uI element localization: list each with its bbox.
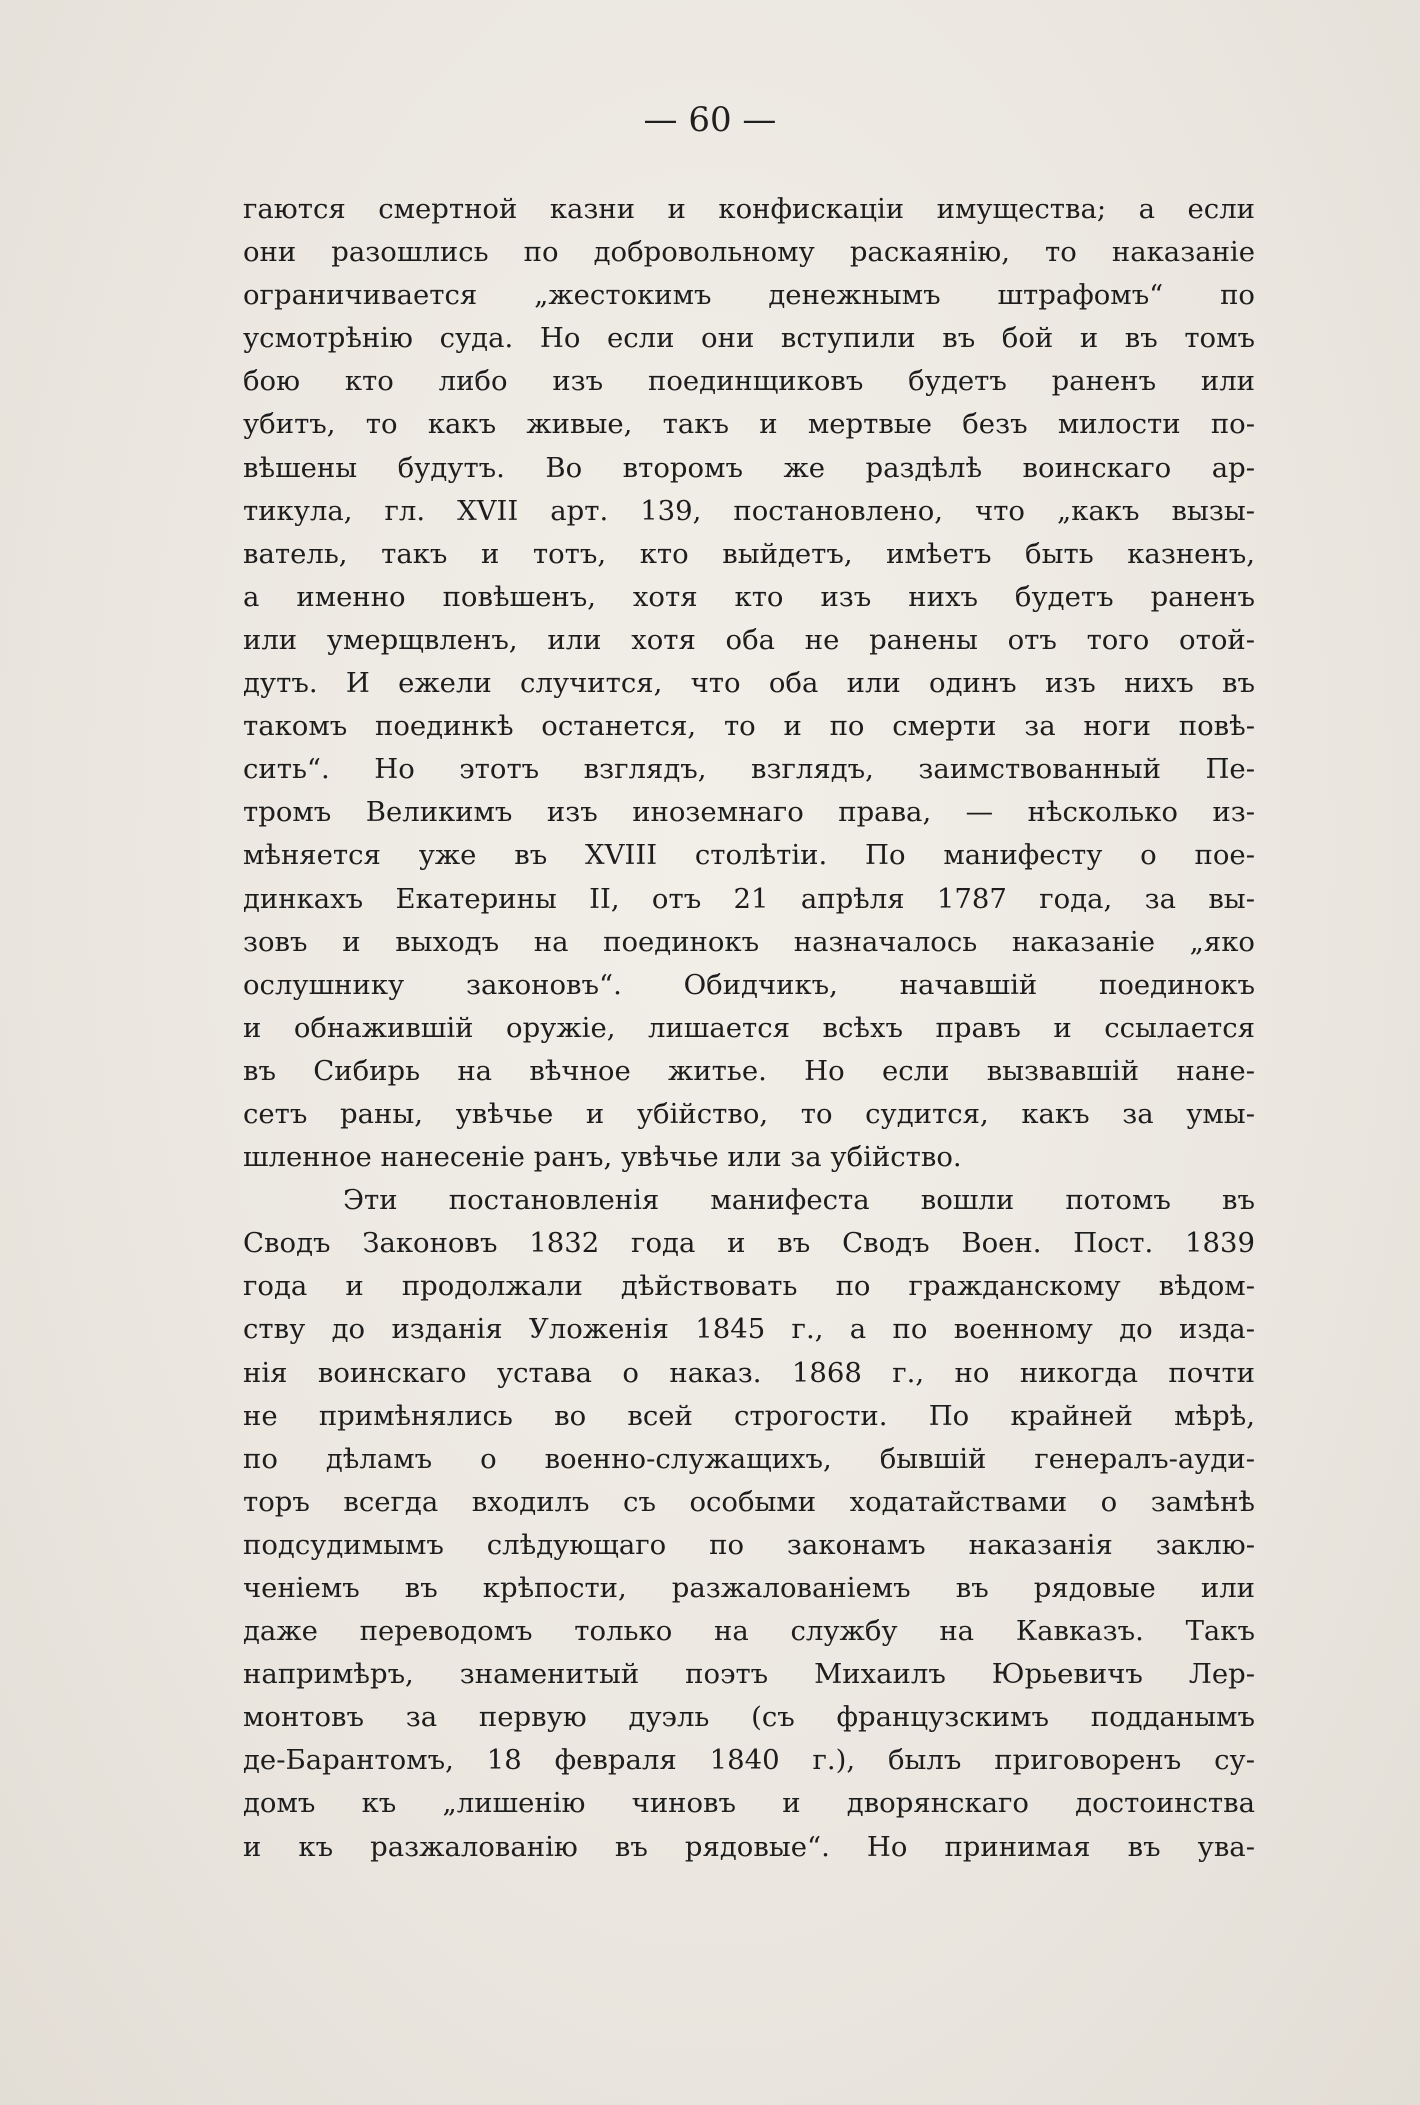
page-number: — 60 — (643, 100, 777, 140)
text-line: ослушнику законовъ“. Обидчикъ, начавшій поединокъ (243, 968, 1255, 1001)
text-line: они разошлись по добровольному раскаянію, то наказаніе (243, 236, 1255, 269)
text-line: домъ къ „лишенію чиновъ и дворянскаго достоинства (243, 1787, 1255, 1820)
text-line: тикула, гл. XVII арт. 139, постановлено, что „какъ вызы- (243, 494, 1255, 527)
text-line: подсудимымъ слѣдующаго по законамъ наказанія заклю- (243, 1528, 1255, 1561)
text-line: по дѣламъ о военно-служащихъ, бывшій генералъ-ауди- (243, 1442, 1255, 1475)
text-line: въ Сибирь на вѣчное житье. Но если вызвавшій нане- (243, 1054, 1255, 1087)
text-line: года и продолжали дѣйствовать по гражданскому вѣдом- (243, 1270, 1255, 1303)
text-line: гаются смертной казни и конфискаціи имущества; а если (243, 193, 1255, 225)
text-line: сить“. Но этотъ взглядъ, взглядъ, заимствованный Пе- (243, 753, 1255, 786)
paragraph (243, 1179, 1255, 1869)
text-line: ватель, такъ и тотъ, кто выйдетъ, имѣетъ быть казненъ, (243, 537, 1255, 570)
text-line: монтовъ за первую дуэль (съ французскимъ подданымъ (243, 1701, 1255, 1734)
text-line: динкахъ Екатерины II, отъ 21 апрѣля 1787 года, за вы- (243, 882, 1255, 915)
text-line: ченіемъ въ крѣпости, разжалованіемъ въ рядовые или (243, 1572, 1255, 1604)
text-line: нія воинскаго устава о наказ. 1868 г., но никогда почти (243, 1356, 1255, 1389)
text-line: дутъ. И ежели случится, что оба или одинъ изъ нихъ въ (243, 667, 1255, 700)
text-line: бою кто либо изъ поединщиковъ будетъ раненъ или (243, 365, 1255, 398)
text-line: мѣняется уже въ XVIII столѣтіи. По манифесту о пое- (243, 839, 1255, 872)
text-line: шленное нанесеніе ранъ, увѣчье или за убійство. (243, 1141, 962, 1174)
text-line: усмотрѣнію суда. Но если они вступили въ бой и въ томъ (243, 322, 1255, 355)
text-line: такомъ поединкѣ останется, то и по смерти за ноги повѣ- (243, 710, 1255, 743)
text-line: торъ всегда входилъ съ особыми ходатайствами о замѣнѣ (243, 1485, 1255, 1518)
text-line: вѣшены будутъ. Во второмъ же раздѣлѣ воинскаго ар- (243, 451, 1255, 484)
text-line: напримѣръ, знаменитый поэтъ Михаилъ Юрьевичъ Лер- (243, 1658, 1255, 1691)
text-line: де-Барантомъ, 18 февраля 1840 г.), былъ приговоренъ су- (243, 1744, 1255, 1777)
text-line: и обнажившій оружіе, лишается всѣхъ правъ и ссылается (243, 1011, 1255, 1044)
text-line: ограничивается „жестокимъ денежнымъ штрафомъ“ по (243, 279, 1255, 312)
text-line: сетъ раны, увѣчье и убійство, то судится, какъ за умы- (243, 1097, 1255, 1130)
paragraph (243, 188, 1255, 1179)
text-line: зовъ и выходъ на поединокъ назначалось наказаніе „яко (243, 925, 1255, 958)
text-line: и къ разжалованію въ рядовые“. Но принимая въ ува- (243, 1830, 1255, 1863)
text-line: Эти постановленія манифеста вошли потомъ въ (343, 1184, 1255, 1217)
text-line: а именно повѣшенъ, хотя кто изъ нихъ будетъ раненъ (243, 580, 1255, 613)
text-line: Сводъ Законовъ 1832 года и въ Сводъ Воен. Пост. 1839 (243, 1227, 1255, 1260)
text-line: не примѣнялись во всей строгости. По крайней мѣрѣ, (243, 1399, 1255, 1432)
text-line: или умерщвленъ, или хотя оба не ранены отъ того отой- (243, 623, 1255, 656)
body-text (243, 188, 1255, 1869)
text-line: ству до изданія Уложенія 1845 г., а по военному до изда- (243, 1313, 1255, 1346)
text-line: тромъ Великимъ изъ иноземнаго права, — нѣсколько из- (243, 796, 1255, 829)
text-line: убитъ, то какъ живые, такъ и мертвые безъ милости по- (243, 408, 1255, 441)
text-line: даже переводомъ только на службу на Кавказъ. Такъ (243, 1615, 1255, 1648)
